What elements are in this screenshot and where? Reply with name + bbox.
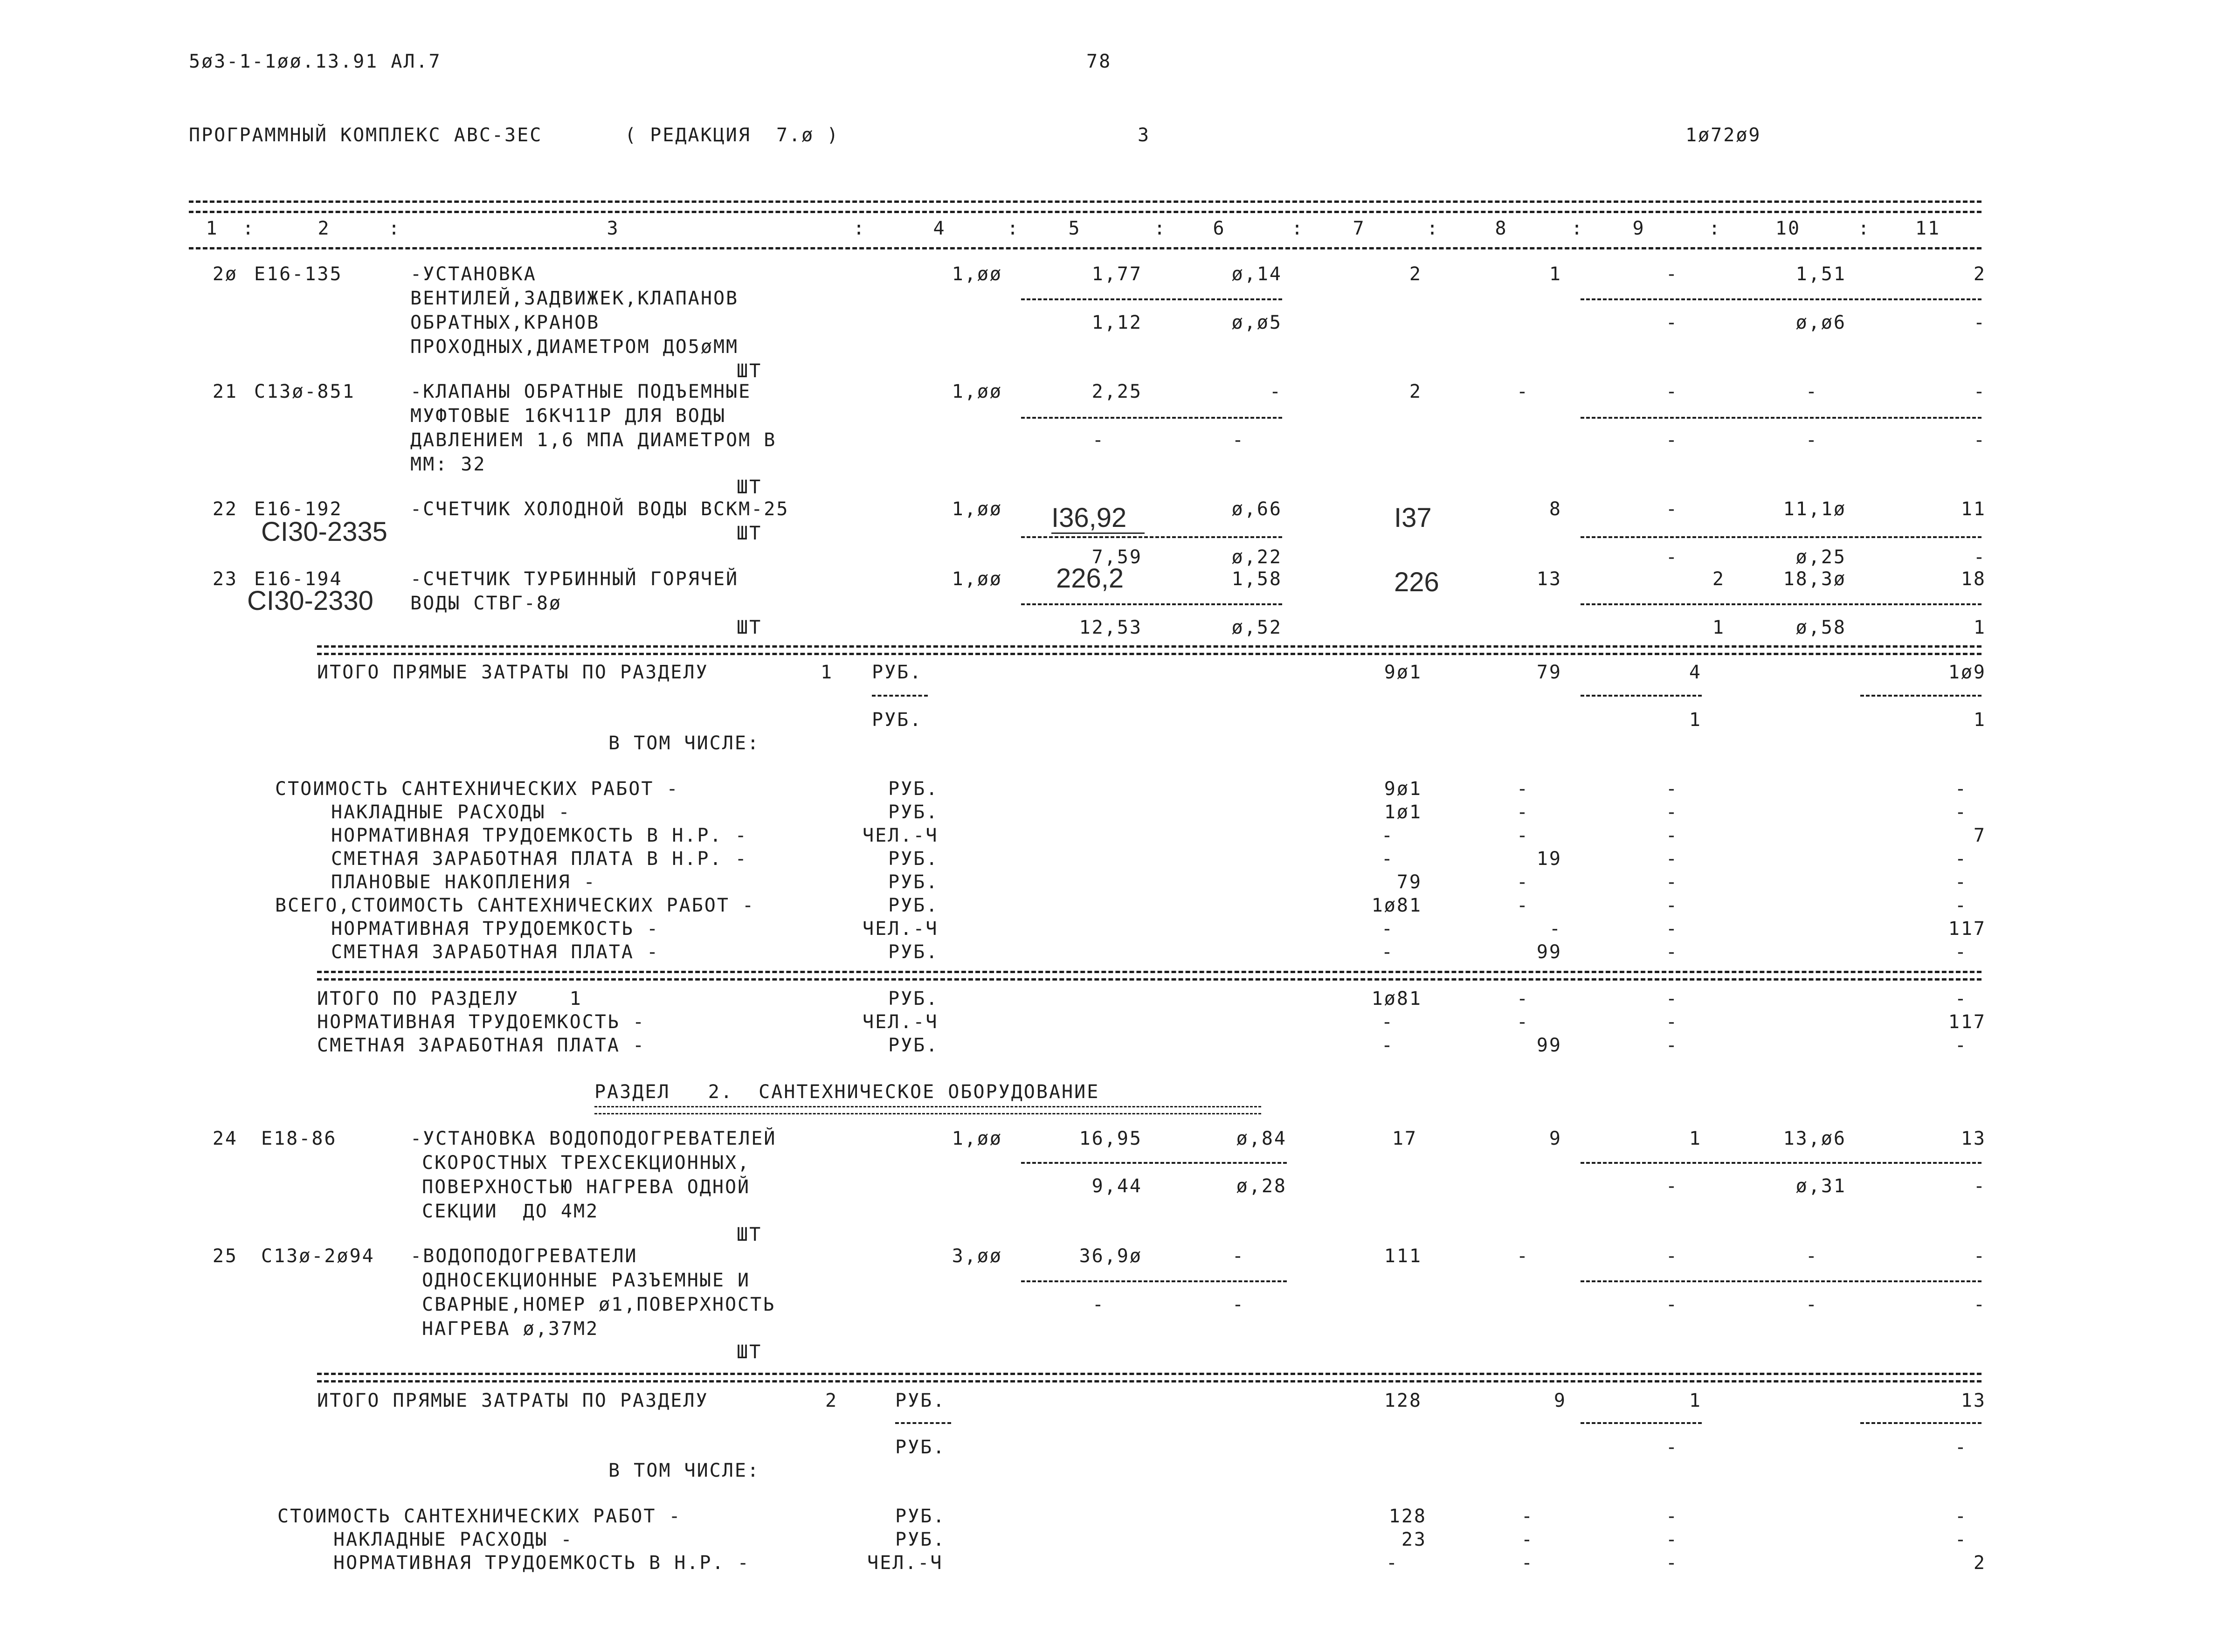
breakdown-label: СТОИМОСТЬ САНТЕХНИЧЕСКИХ РАБОТ - xyxy=(277,1506,682,1527)
totals-wage: 9 xyxy=(1553,1390,1567,1411)
cell-unit-price-sub: - xyxy=(1092,429,1105,451)
breakdown-cost: - xyxy=(1386,1552,1399,1574)
cell-quantity: 1,øø xyxy=(952,1128,1002,1149)
breakdown-label: НОРМАТИВНАЯ ТРУДОЕМКОСТЬ - xyxy=(331,918,660,940)
header-rule-top xyxy=(189,200,1981,203)
cell-labor-total-sub: - xyxy=(1973,546,1986,568)
cell-unit-price-sub: 7,59 xyxy=(1091,546,1142,568)
breakdown-labor: 7 xyxy=(1973,825,1986,846)
item-desc-line: НАГРЕВА ø,37М2 xyxy=(422,1318,599,1340)
totals-labor: 1ø9 xyxy=(1948,662,1986,683)
breakdown-label: СМЕТНАЯ ЗАРАБОТНАЯ ПЛАТА В Н.Р. - xyxy=(331,848,748,870)
page-number: 78 xyxy=(1086,51,1112,72)
cell-labor: 13,ø6 xyxy=(1783,1128,1846,1149)
item-number: 24 xyxy=(212,1128,238,1149)
breakdown-cost: 79 xyxy=(1396,871,1422,893)
cell-labor-total: 18 xyxy=(1961,568,1986,590)
item-unit: ШТ xyxy=(737,1341,762,1363)
item-unit: ШТ xyxy=(737,617,762,638)
totals-labor: 13 xyxy=(1961,1390,1986,1411)
cell-unit-price: 16,95 xyxy=(1079,1128,1142,1149)
cell-labor: - xyxy=(1805,1245,1818,1267)
cell-labor-total: 13 xyxy=(1961,1128,1986,1149)
final-machines: - xyxy=(1665,1011,1678,1033)
breakdown-label: НАКЛАДНЫЕ РАСХОДЫ - xyxy=(333,1529,573,1550)
breakdown-cost: 1ø1 xyxy=(1384,802,1422,823)
breakdown-cost: 9ø1 xyxy=(1384,778,1422,800)
totals-section-number: 1 xyxy=(821,662,834,683)
cell-labor-sub: ø,31 xyxy=(1795,1175,1846,1197)
final-labor: 117 xyxy=(1948,1011,1986,1033)
cell-wage: 1 xyxy=(1549,263,1562,285)
totals-section-number: 2 xyxy=(825,1390,838,1411)
totals-unit: РУБ. xyxy=(872,662,923,683)
cell-unit-price-sub: 9,44 xyxy=(1091,1175,1142,1197)
item-code: E16-194 xyxy=(254,568,343,590)
final-label: СМЕТНАЯ ЗАРАБОТНАЯ ПЛАТА - xyxy=(317,1035,646,1056)
cell-machines: 1 xyxy=(1689,1128,1702,1149)
final-machines: - xyxy=(1665,988,1678,1009)
breakdown-labor: 117 xyxy=(1948,918,1986,940)
cell-machines: - xyxy=(1665,263,1678,285)
cell-unit-wage: - xyxy=(1232,1245,1245,1267)
final-labor: - xyxy=(1954,1035,1968,1056)
col-header-5: 5 xyxy=(1068,218,1081,239)
item-desc-line: СВАРНЫЕ,НОМЕР ø1,ПОВЕРХНОСТЬ xyxy=(422,1294,776,1315)
breakdown-wage: 19 xyxy=(1536,848,1562,870)
cell-quantity: 1,øø xyxy=(952,263,1002,285)
section-rule xyxy=(317,653,1981,655)
program-edition: ( РЕДАКЦИЯ 7.ø ) xyxy=(625,124,840,146)
cell-wage: 8 xyxy=(1549,498,1562,520)
cell-unit-wage: ø,84 xyxy=(1236,1128,1287,1149)
item-desc-line: ПРОХОДНЫХ,ДИАМЕТРОМ ДО5øММ xyxy=(410,336,739,358)
section-rule xyxy=(317,645,1981,648)
cell-wage: 9 xyxy=(1549,1128,1562,1149)
item-desc-line: ОДНОСЕКЦИОННЫЕ РАЗЪЕМНЫЕ И xyxy=(422,1270,751,1291)
item-code: E18-86 xyxy=(261,1128,337,1149)
item-desc-line: ДАВЛЕНИЕМ 1,6 МПА ДИАМЕТРОМ В xyxy=(410,429,777,451)
breakdown-unit: ЧЕЛ.-Ч xyxy=(863,825,939,846)
final-cost: - xyxy=(1381,1011,1394,1033)
including-label: В ТОМ ЧИСЛЕ: xyxy=(608,1460,760,1481)
cell-unit-price: 36,9ø xyxy=(1079,1245,1142,1267)
breakdown-label: СТОИМОСТЬ САНТЕХНИЧЕСКИХ РАБОТ - xyxy=(275,778,679,800)
breakdown-unit: РУБ. xyxy=(888,871,939,893)
final-cost: 1ø81 xyxy=(1371,988,1422,1009)
final-label: ИТОГО ПО РАЗДЕЛУ 1 xyxy=(317,988,582,1009)
item-code: E16-135 xyxy=(254,263,343,285)
item-number: 2ø xyxy=(212,263,238,285)
cell-labor-sub: - xyxy=(1805,429,1818,451)
breakdown-machines: - xyxy=(1665,1506,1678,1527)
cell-machines-sub: - xyxy=(1665,1175,1678,1197)
section-rule xyxy=(317,1373,1981,1375)
cell-total: I37 xyxy=(1394,503,1432,533)
cell-labor-total: - xyxy=(1973,381,1986,402)
item-desc-line: ММ: 32 xyxy=(410,454,486,475)
section-rule xyxy=(317,971,1981,973)
totals-cost: 128 xyxy=(1384,1390,1422,1411)
breakdown-labor: - xyxy=(1954,848,1968,870)
breakdown-machines: - xyxy=(1665,895,1678,916)
breakdown-machines: - xyxy=(1665,1529,1678,1550)
item-number: 22 xyxy=(212,498,238,520)
cell-labor-total: - xyxy=(1973,1245,1986,1267)
col-header-3: 3 xyxy=(607,218,620,239)
section-title-underline xyxy=(594,1106,1261,1114)
cell-total: 111 xyxy=(1384,1245,1422,1267)
cell-unit-price: 2,25 xyxy=(1091,381,1142,402)
cell-quantity: 3,øø xyxy=(952,1245,1002,1267)
breakdown-label: НАКЛАДНЫЕ РАСХОДЫ - xyxy=(331,802,571,823)
breakdown-labor: 2 xyxy=(1973,1552,1986,1574)
cell-unit-wage-sub: ø,28 xyxy=(1236,1175,1287,1197)
breakdown-cost: - xyxy=(1381,825,1394,846)
item-unit: ШТ xyxy=(737,1224,762,1245)
breakdown-unit: РУБ. xyxy=(895,1529,946,1550)
totals-unit-sub: РУБ. xyxy=(895,1437,946,1458)
cell-unit-price-sub: 1,12 xyxy=(1091,312,1142,333)
breakdown-labor: - xyxy=(1954,802,1968,823)
item-desc-line: -СЧЕТЧИК ХОЛОДНОЙ ВОДЫ ВСКМ-25 xyxy=(410,498,789,520)
final-wage: - xyxy=(1516,988,1529,1009)
doc-code: 5ø3-1-1øø.13.91 АЛ.7 xyxy=(189,51,442,72)
cell-unit-price: I36,92 xyxy=(1051,503,1127,533)
item-number: 25 xyxy=(212,1245,238,1267)
item-desc-line: СЕКЦИИ ДО 4М2 xyxy=(422,1201,599,1222)
cell-labor-total-sub: - xyxy=(1973,1175,1986,1197)
cell-labor: 1,51 xyxy=(1795,263,1846,285)
final-machines: - xyxy=(1665,1035,1678,1056)
cell-quantity: 1,øø xyxy=(952,568,1002,590)
cell-total: 226 xyxy=(1394,567,1439,597)
item-code: C13ø-851 xyxy=(254,381,355,402)
item-desc-line: ВОДЫ СТВГ-8ø xyxy=(410,593,562,614)
totals-label: ИТОГО ПРЯМЫЕ ЗАТРАТЫ ПО РАЗДЕЛУ xyxy=(317,662,709,683)
breakdown-cost: - xyxy=(1381,941,1394,963)
cell-machines: - xyxy=(1665,1245,1678,1267)
cell-unit-wage: ø,66 xyxy=(1231,498,1282,520)
cell-labor-total-sub: - xyxy=(1973,312,1986,333)
cell-unit-wage: 1,58 xyxy=(1231,568,1282,590)
breakdown-wage: - xyxy=(1516,802,1529,823)
breakdown-wage: - xyxy=(1521,1506,1534,1527)
breakdown-unit: РУБ. xyxy=(888,802,939,823)
breakdown-labor: - xyxy=(1954,778,1968,800)
breakdown-machines: - xyxy=(1665,848,1678,870)
col-header-11: 11 xyxy=(1915,218,1941,239)
breakdown-labor: - xyxy=(1954,895,1968,916)
header-rule-bottom xyxy=(189,247,1981,249)
program-name: ПРОГРАММНЫЙ КОМПЛЕКС АВС-3ЕС xyxy=(189,124,543,146)
item-desc-line: ПОВЕРХНОСТЬЮ НАГРЕВА ОДНОЙ xyxy=(422,1176,751,1198)
cell-unit-price: 226,2 xyxy=(1056,563,1124,594)
final-unit: ЧЕЛ.-Ч xyxy=(863,1011,939,1033)
breakdown-cost: - xyxy=(1381,848,1394,870)
col-header-6: 6 xyxy=(1213,218,1226,239)
cell-labor-sub: - xyxy=(1805,1294,1818,1315)
col-header-7: 7 xyxy=(1353,218,1366,239)
cell-labor: - xyxy=(1805,381,1818,402)
breakdown-machines: - xyxy=(1665,1552,1678,1574)
breakdown-wage: - xyxy=(1516,895,1529,916)
cell-quantity: 1,øø xyxy=(952,498,1002,520)
col-header-9: 9 xyxy=(1632,218,1645,239)
item-unit: ШТ xyxy=(737,360,762,382)
breakdown-machines: - xyxy=(1665,941,1678,963)
breakdown-cost: - xyxy=(1381,918,1394,940)
cell-machines-sub: - xyxy=(1665,546,1678,568)
breakdown-wage: - xyxy=(1516,871,1529,893)
item-desc-line: МУФТОВЫЕ 16КЧ11Р ДЛЯ ВОДЫ xyxy=(410,405,726,427)
breakdown-unit: РУБ. xyxy=(888,848,939,870)
report-date: 1ø72ø9 xyxy=(1685,124,1761,146)
cell-unit-wage-sub: - xyxy=(1232,1294,1245,1315)
totals-wage: 79 xyxy=(1536,662,1562,683)
cell-wage: 13 xyxy=(1536,568,1562,590)
sheet-number: 3 xyxy=(1138,124,1151,146)
cell-unit-wage: - xyxy=(1269,381,1282,402)
cell-labor-total: 2 xyxy=(1973,263,1986,285)
cell-unit-price-sub: 12,53 xyxy=(1079,617,1142,638)
cell-machines-sub: 1 xyxy=(1712,617,1725,638)
breakdown-label: СМЕТНАЯ ЗАРАБОТНАЯ ПЛАТА - xyxy=(331,941,660,963)
cell-unit-wage-sub: - xyxy=(1232,429,1245,451)
final-label: НОРМАТИВНАЯ ТРУДОЕМКОСТЬ - xyxy=(317,1011,646,1033)
item-code: E16-192 xyxy=(254,498,343,520)
final-unit: РУБ. xyxy=(888,988,939,1009)
col-header-4: 4 xyxy=(933,218,946,239)
totals-unit: РУБ. xyxy=(895,1390,946,1411)
breakdown-label: НОРМАТИВНАЯ ТРУДОЕМКОСТЬ В Н.Р. - xyxy=(333,1552,750,1574)
item-desc-line: -КЛАПАНЫ ОБРАТНЫЕ ПОДЪЕМНЫЕ xyxy=(410,381,752,402)
breakdown-wage: 99 xyxy=(1536,941,1562,963)
breakdown-cost: 1ø81 xyxy=(1371,895,1422,916)
final-labor: - xyxy=(1954,988,1968,1009)
final-cost: - xyxy=(1381,1035,1394,1056)
final-wage: - xyxy=(1516,1011,1529,1033)
cell-machines: - xyxy=(1665,381,1678,402)
breakdown-wage: - xyxy=(1521,1529,1534,1550)
cell-unit-wage: ø,14 xyxy=(1231,263,1282,285)
cell-total: 17 xyxy=(1392,1128,1417,1149)
final-unit: РУБ. xyxy=(888,1035,939,1056)
cell-wage: - xyxy=(1516,381,1529,402)
breakdown-wage: - xyxy=(1516,778,1529,800)
item-unit: ШТ xyxy=(737,523,762,544)
totals-machines: 1 xyxy=(1689,1390,1702,1411)
cell-wage: - xyxy=(1516,1245,1529,1267)
item-desc-line: ОБРАТНЫХ,КРАНОВ xyxy=(410,312,600,333)
col-header-10: 10 xyxy=(1775,218,1801,239)
cell-quantity: 1,øø xyxy=(952,381,1002,402)
cell-labor: 18,3ø xyxy=(1783,568,1846,590)
breakdown-labor: - xyxy=(1954,1529,1968,1550)
item-number: 21 xyxy=(212,381,238,402)
col-header-8: 8 xyxy=(1495,218,1508,239)
header-rule-top-2 xyxy=(189,211,1981,213)
breakdown-unit: ЧЕЛ.-Ч xyxy=(867,1552,943,1574)
breakdown-wage: - xyxy=(1521,1552,1534,1574)
item-desc-line: -УСТАНОВКА xyxy=(410,263,537,285)
breakdown-label: НОРМАТИВНАЯ ТРУДОЕМКОСТЬ В Н.Р. - xyxy=(331,825,748,846)
section-rule xyxy=(317,978,1981,981)
totals-machines-sub: - xyxy=(1665,1437,1678,1458)
breakdown-unit: РУБ. xyxy=(895,1506,946,1527)
totals-label: ИТОГО ПРЯМЫЕ ЗАТРАТЫ ПО РАЗДЕЛУ xyxy=(317,1390,709,1411)
totals-unit-sub: РУБ. xyxy=(872,709,923,731)
item-desc-line: СКОРОСТНЫХ ТРЕХСЕКЦИОННЫХ, xyxy=(422,1152,751,1174)
cell-machines-sub: - xyxy=(1665,1294,1678,1315)
cell-labor-total-sub: - xyxy=(1973,429,1986,451)
cell-unit-wage-sub: ø,22 xyxy=(1231,546,1282,568)
cell-labor-sub: ø,ø6 xyxy=(1795,312,1846,333)
item-unit: ШТ xyxy=(737,477,762,498)
breakdown-machines: - xyxy=(1665,778,1678,800)
breakdown-unit: ЧЕЛ.-Ч xyxy=(863,918,939,940)
section-rule xyxy=(317,1380,1981,1382)
breakdown-machines: - xyxy=(1665,918,1678,940)
cell-labor-sub: ø,58 xyxy=(1795,617,1846,638)
item-number: 23 xyxy=(212,568,238,590)
totals-machines-sub: 1 xyxy=(1689,709,1702,731)
item-desc-line: -УСТАНОВКА ВОДОПОДОГРЕВАТЕЛЕЙ xyxy=(410,1128,777,1149)
cell-labor-total-sub: - xyxy=(1973,1294,1986,1315)
cell-unit-price: 1,77 xyxy=(1091,263,1142,285)
item-desc-line: -ВОДОПОДОГРЕВАТЕЛИ xyxy=(410,1245,638,1267)
cell-labor: 11,1ø xyxy=(1783,498,1846,520)
final-wage: 99 xyxy=(1536,1035,1562,1056)
breakdown-machines: - xyxy=(1665,825,1678,846)
totals-labor-sub: 1 xyxy=(1973,709,1986,731)
cell-labor-sub: ø,25 xyxy=(1795,546,1846,568)
breakdown-label: ПЛАНОВЫЕ НАКОПЛЕНИЯ - xyxy=(331,871,596,893)
cell-machines-sub: - xyxy=(1665,429,1678,451)
breakdown-cost: 128 xyxy=(1388,1506,1427,1527)
breakdown-labor: - xyxy=(1954,1506,1968,1527)
cell-machines: 2 xyxy=(1712,568,1725,590)
totals-labor-sub: - xyxy=(1954,1437,1968,1458)
breakdown-unit: РУБ. xyxy=(888,941,939,963)
handwritten-code: CI30-2330 xyxy=(247,586,373,616)
breakdown-wage: - xyxy=(1516,825,1529,846)
breakdown-machines: - xyxy=(1665,802,1678,823)
breakdown-labor: - xyxy=(1954,941,1968,963)
cell-unit-wage-sub: ø,52 xyxy=(1231,617,1282,638)
item-desc-line: -СЧЕТЧИК ТУРБИННЫЙ ГОРЯЧЕЙ xyxy=(410,568,739,590)
cell-machines-sub: - xyxy=(1665,312,1678,333)
cell-total: 2 xyxy=(1409,381,1422,402)
breakdown-machines: - xyxy=(1665,871,1678,893)
cell-labor-total: 11 xyxy=(1961,498,1986,520)
breakdown-unit: РУБ. xyxy=(888,895,939,916)
breakdown-unit: РУБ. xyxy=(888,778,939,800)
breakdown-cost: 23 xyxy=(1401,1529,1427,1550)
cell-unit-price-sub: - xyxy=(1092,1294,1105,1315)
totals-cost: 9ø1 xyxy=(1384,662,1422,683)
section-title: РАЗДЕЛ 2. САНТЕХНИЧЕСКОЕ ОБОРУДОВАНИЕ xyxy=(594,1081,1100,1103)
handwritten-code: CI30-2335 xyxy=(261,517,387,547)
col-header-2: 2 xyxy=(318,218,331,239)
cell-unit-wage-sub: ø,ø5 xyxy=(1231,312,1282,333)
breakdown-label: ВСЕГО,СТОИМОСТЬ САНТЕХНИЧЕСКИХ РАБОТ - xyxy=(275,895,755,916)
cell-labor-total-sub: 1 xyxy=(1973,617,1986,638)
cell-total: 2 xyxy=(1409,263,1422,285)
including-label: В ТОМ ЧИСЛЕ: xyxy=(608,733,760,754)
breakdown-labor: - xyxy=(1954,871,1968,893)
cell-machines: - xyxy=(1665,498,1678,520)
totals-machines: 4 xyxy=(1689,662,1702,683)
item-desc-line: ВЕНТИЛЕЙ,ЗАДВИЖЕК,КЛАПАНОВ xyxy=(410,288,739,309)
item-code: C13ø-2ø94 xyxy=(261,1245,375,1267)
breakdown-wage: - xyxy=(1549,918,1562,940)
col-header-1: 1 xyxy=(206,218,219,239)
